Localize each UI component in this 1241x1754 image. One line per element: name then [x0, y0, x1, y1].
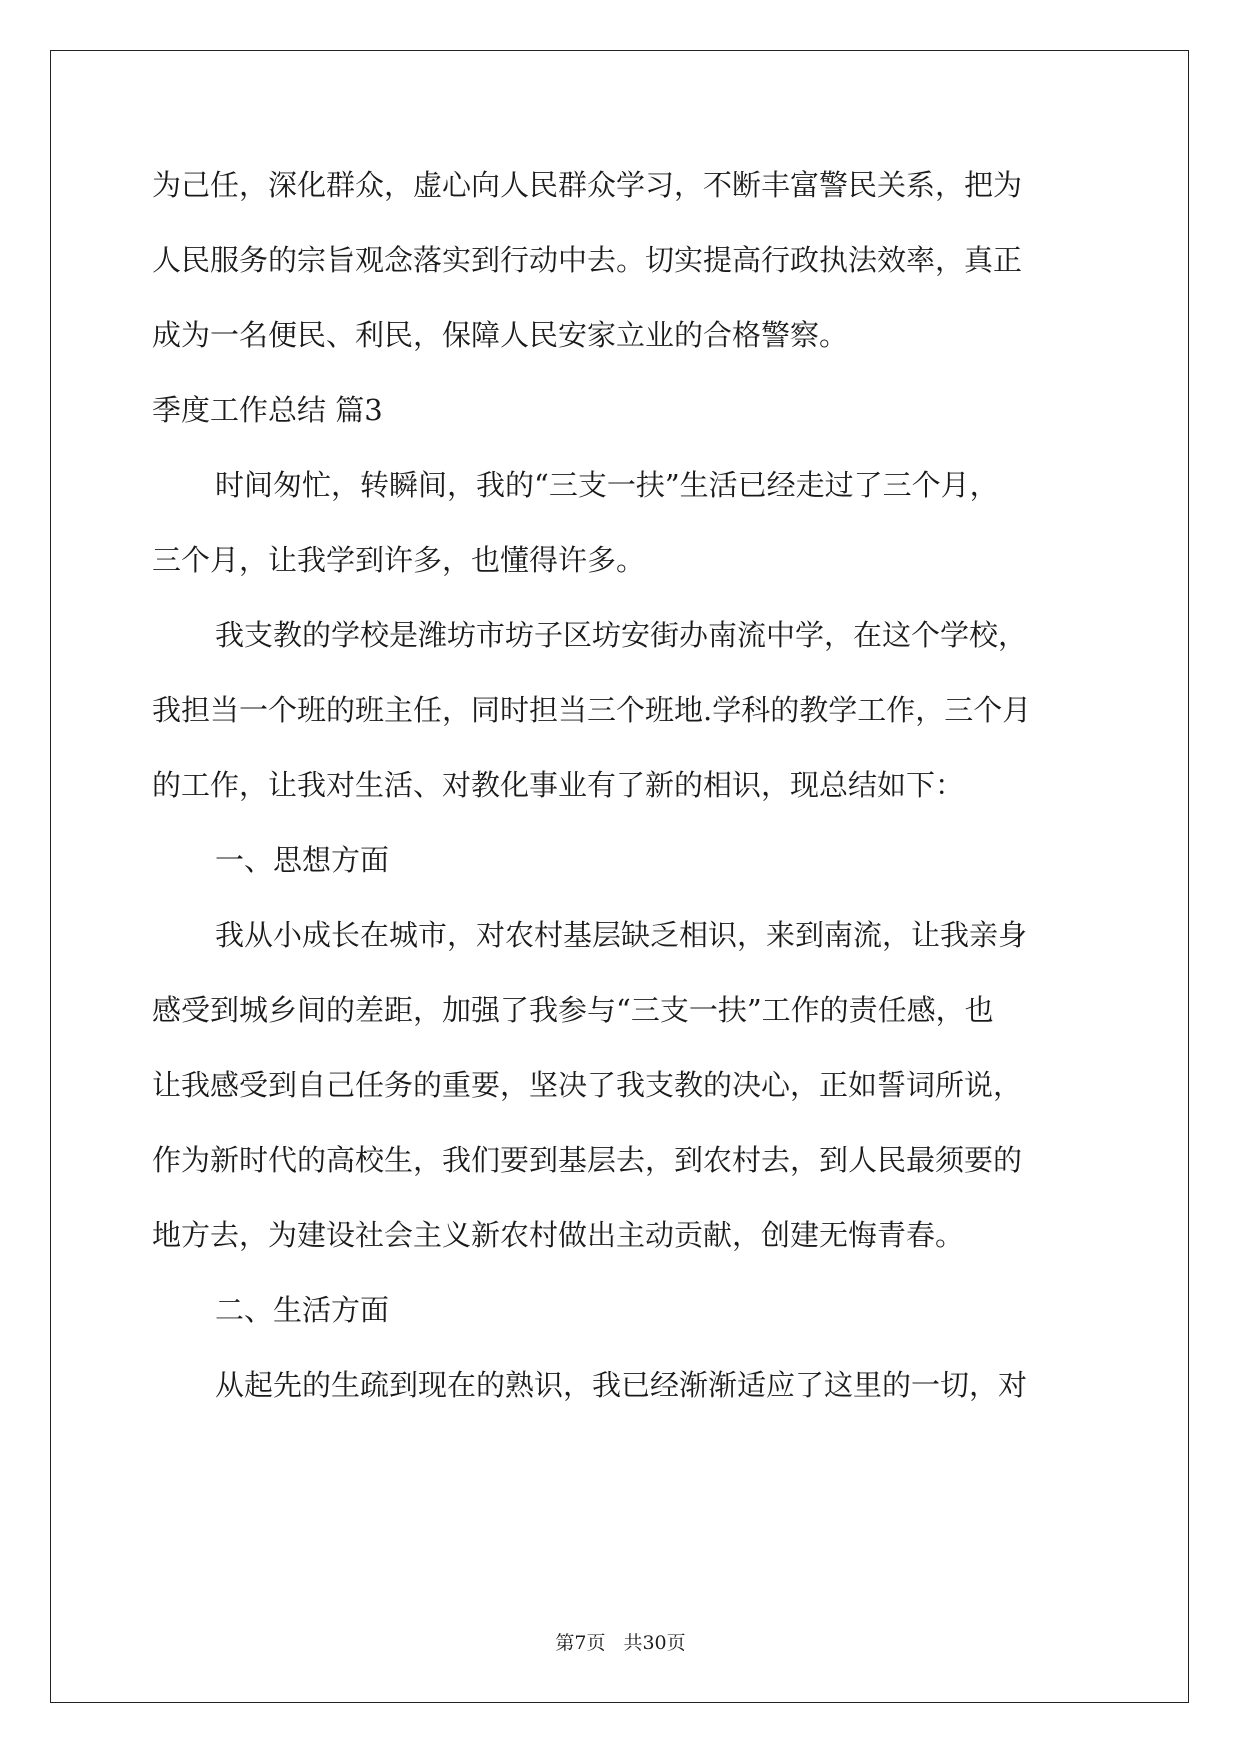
body-line: 三个月，让我学到许多，也懂得许多。 [152, 543, 646, 577]
body-line: 让我感受到自己任务的重要，坚决了我支教的决心，正如誓词所说， [152, 1068, 1023, 1102]
page-total: 共30页 [623, 1632, 686, 1654]
body-line: 感受到城乡间的差距，加强了我参与“三支一扶”工作的责任感，也 [152, 993, 994, 1027]
body-line: 时间匆忙，转瞬间，我的“三支一扶”生活已经走过了三个月， [215, 468, 999, 502]
body-line: 从起先的生疏到现在的熟识，我已经渐渐适应了这里的一切，对 [215, 1368, 1028, 1402]
body-line: 我担当一个班的班主任，同时担当三个班地.学科的教学工作，三个月 [152, 693, 1032, 727]
body-line: 为己任，深化群众，虚心向人民群众学习，不断丰富警民关系，把为 [152, 168, 1023, 202]
body-line: 地方去，为建设社会主义新农村做出主动贡献，创建无悔青春。 [152, 1218, 965, 1252]
section-heading: 季度工作总结 篇3 [152, 393, 383, 427]
subsection-heading: 二、生活方面 [215, 1293, 390, 1327]
body-line: 成为一名便民、利民，保障人民安家立业的合格警察。 [152, 318, 849, 352]
body-line: 作为新时代的高校生，我们要到基层去，到农村去，到人民最须要的 [152, 1143, 1023, 1177]
body-line: 我支教的学校是潍坊市坊子区坊安街办南流中学，在这个学校， [215, 618, 1028, 652]
body-line: 人民服务的宗旨观念落实到行动中去。切实提高行政执法效率，真正 [152, 243, 1023, 277]
subsection-heading: 一、思想方面 [215, 843, 390, 877]
page-footer [0, 1628, 1241, 1655]
body-line: 的工作，让我对生活、对教化事业有了新的相识，现总结如下： [152, 768, 965, 802]
body-line: 我从小成长在城市，对农村基层缺乏相识，来到南流，让我亲身 [215, 918, 1028, 952]
page-number: 第7页 [555, 1632, 606, 1654]
